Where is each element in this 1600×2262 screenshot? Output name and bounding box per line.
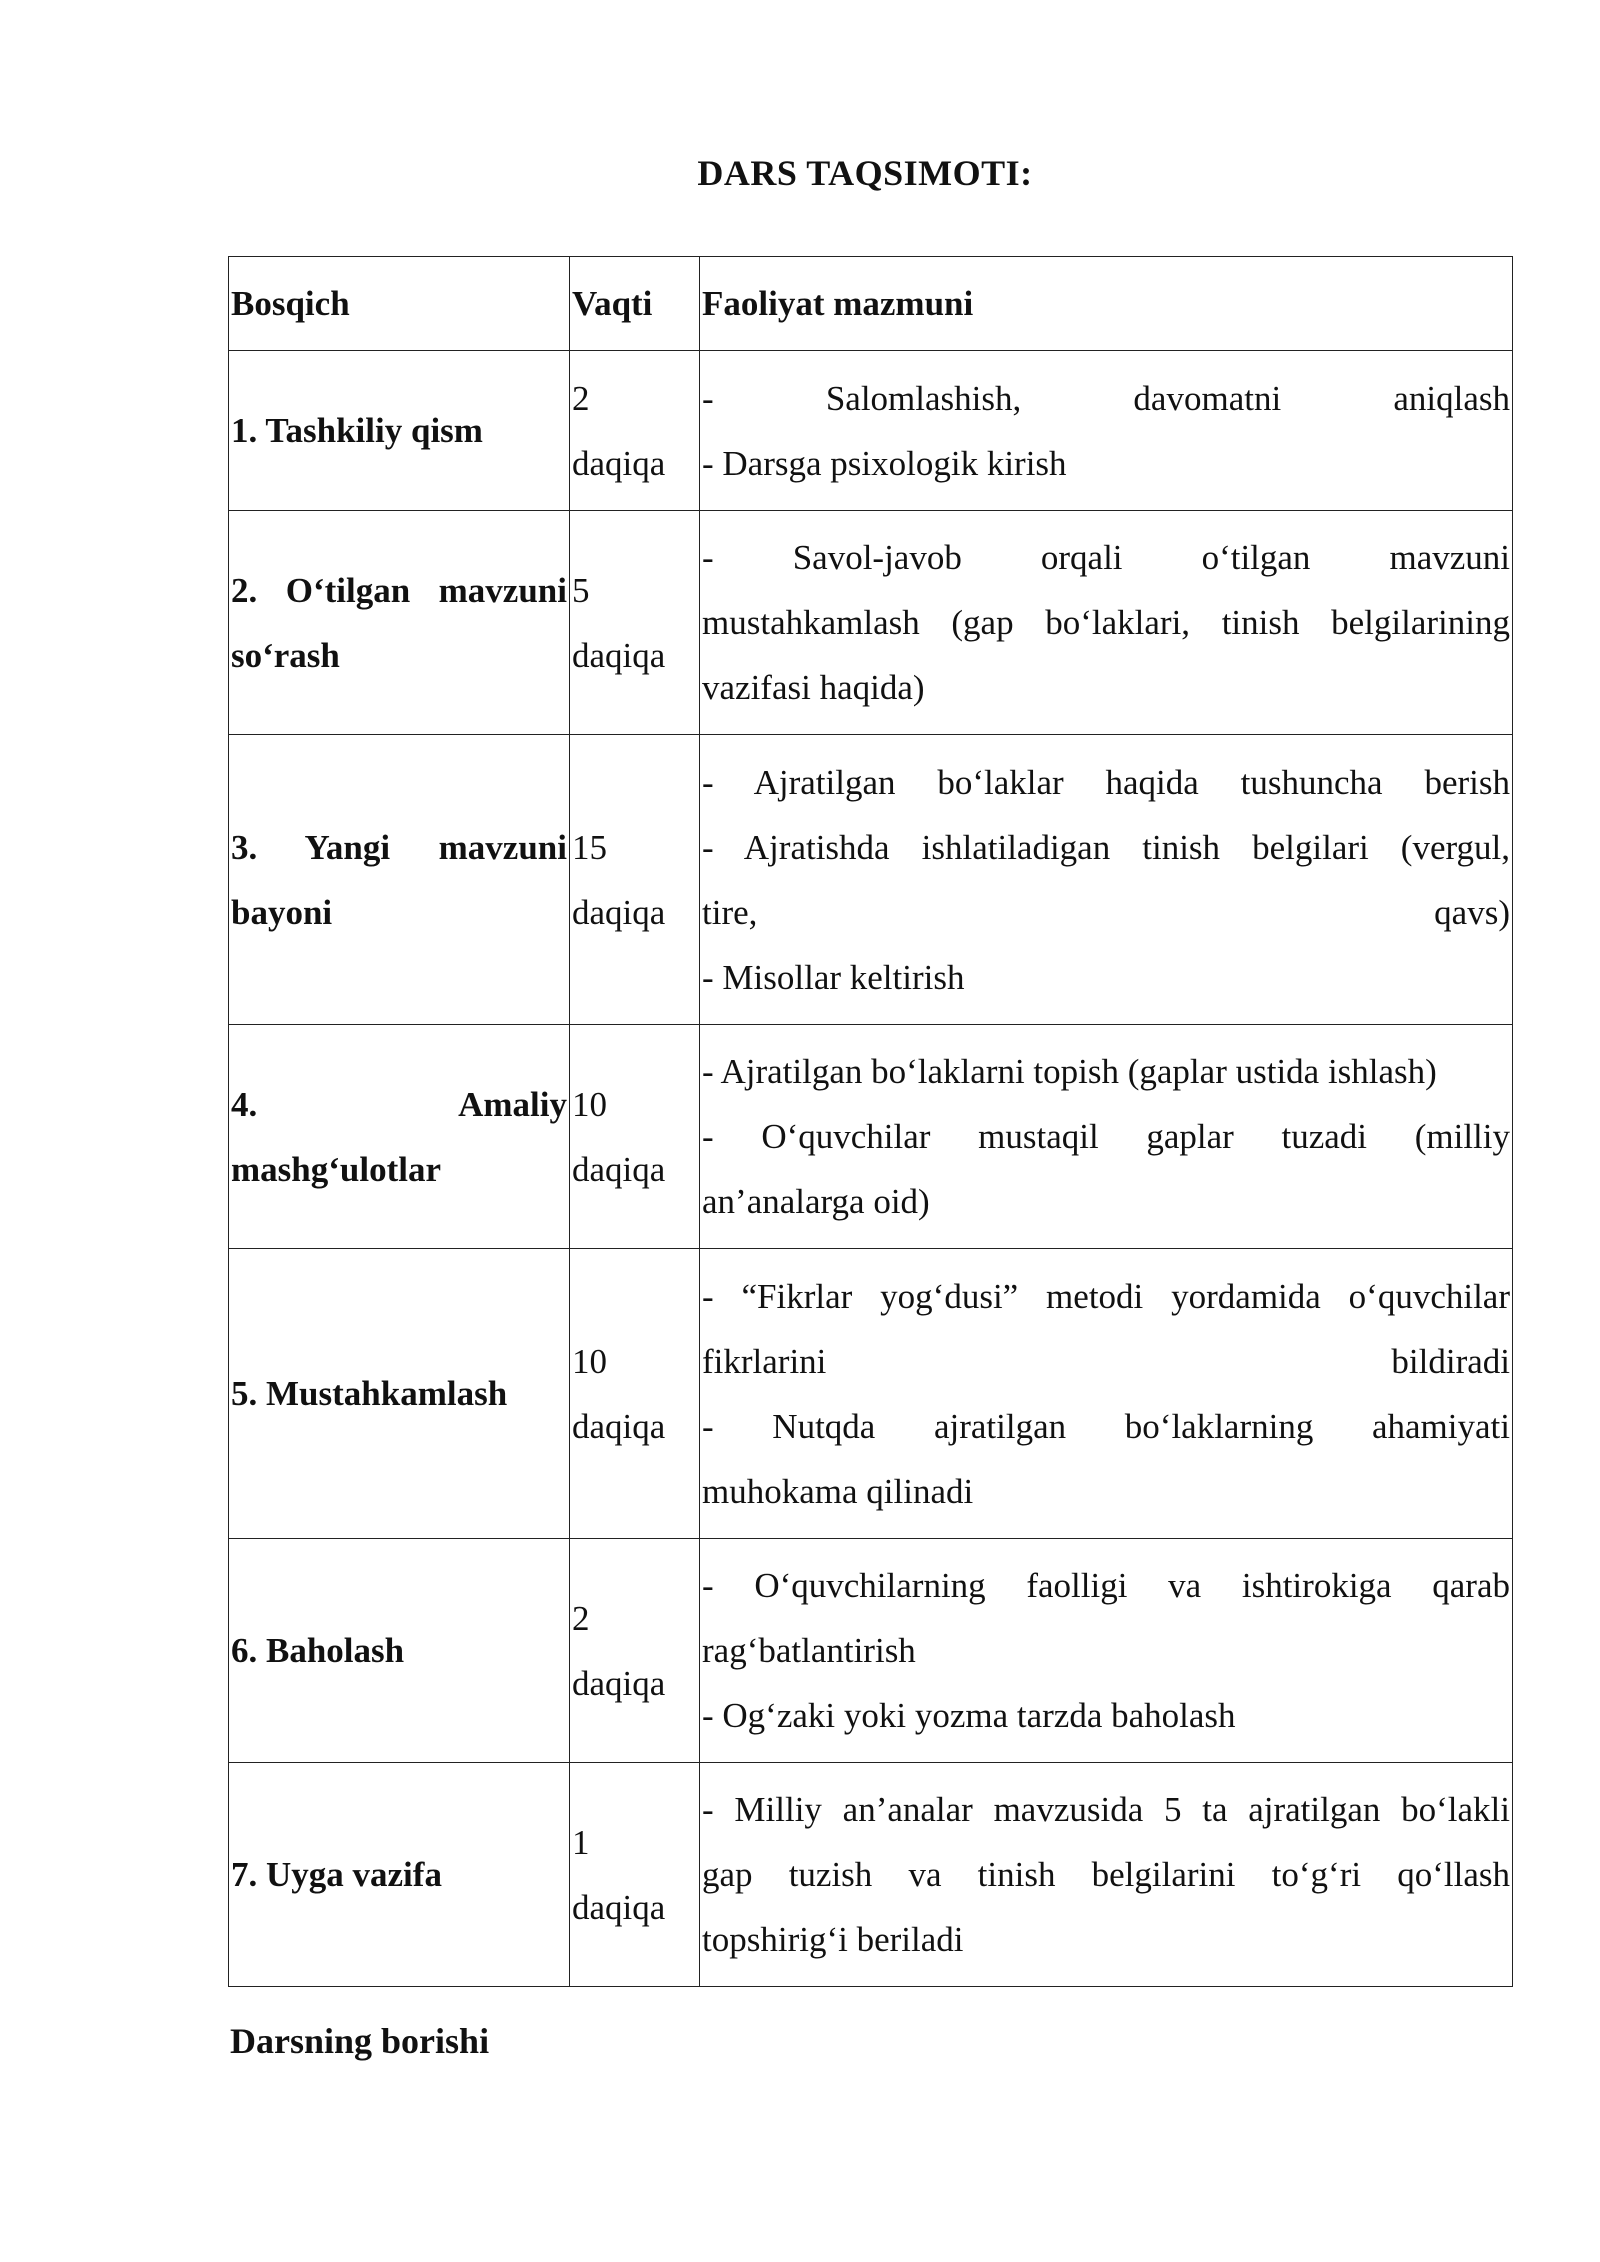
stage-cell — [229, 735, 570, 1025]
header-activity: Faoliyat mazmuni — [700, 257, 1513, 351]
header-stage: Bosqich — [229, 257, 570, 351]
activity-line: fikrlarini bildiradi — [702, 1341, 1510, 1381]
activity-line: - Ajratishda ishlatiladigan tinish belgilari (vergul, — [702, 827, 1510, 867]
stage-text-cont: mashg‘ulotlar — [231, 1149, 441, 1189]
time-unit: daqiqa — [572, 443, 666, 483]
time-value: 5 — [572, 570, 590, 610]
time-cell — [570, 511, 700, 735]
lesson-plan-table — [228, 256, 1513, 1987]
table-row — [229, 351, 1513, 511]
time-unit: daqiqa — [572, 1406, 666, 1446]
stage-cell — [229, 1539, 570, 1763]
table-row — [229, 735, 1513, 1025]
activity-line: - Savol-javob orqali o‘tilgan mavzuni — [702, 538, 1510, 577]
activity-line: - O‘quvchilar mustaqil gaplar tuzadi (milliy — [702, 1117, 1510, 1156]
activity-line: - Misollar keltirish — [702, 957, 965, 997]
activity-line: an’analarga oid) — [702, 1182, 930, 1221]
stage-text: 4. Amaliy — [231, 1084, 567, 1124]
time-value: 2 — [572, 378, 590, 418]
activity-line: rag‘batlantirish — [702, 1631, 916, 1670]
time-cell — [570, 1025, 700, 1249]
time-value: 1 — [572, 1822, 590, 1862]
time-value: 2 — [572, 1598, 590, 1638]
stage-cell — [229, 1249, 570, 1539]
activity-line: - Milliy an’analar mavzusida 5 ta ajratilgan bo‘lakli — [702, 1790, 1510, 1829]
activity-line: - Darsga psixologik kirish — [702, 443, 1067, 483]
activity-line: mustahkamlash (gap bo‘laklari, tinish belgilarining — [702, 603, 1510, 642]
time-unit: daqiqa — [572, 635, 666, 675]
activity-line: topshirig‘i beriladi — [702, 1920, 964, 1959]
stage-cell — [229, 351, 570, 511]
time-value: 10 — [572, 1341, 607, 1381]
activity-line: - Nutqda ajratilgan bo‘laklarning ahamiyati — [702, 1406, 1510, 1446]
stage-cell — [229, 511, 570, 735]
page-title: DARS TAQSIMOTI: — [697, 153, 1033, 193]
stage-text-cont: so‘rash — [231, 635, 340, 675]
time-cell — [570, 351, 700, 511]
time-cell — [570, 1763, 700, 1987]
stage-text: 3. Yangi mavzuni — [231, 827, 567, 867]
header-time: Vaqti — [570, 257, 700, 351]
stage-text: 2. O‘tilgan mavzuni — [231, 570, 567, 610]
time-unit: daqiqa — [572, 1663, 666, 1703]
activity-line: - Og‘zaki yoki yozma tarzda baholash — [702, 1696, 1236, 1735]
stage-text: 1. Tashkiliy qism — [231, 411, 483, 450]
time-cell — [570, 1249, 700, 1539]
activity-cell — [700, 1539, 1513, 1763]
stage-text: 5. Mustahkamlash — [231, 1374, 508, 1413]
activity-cell — [700, 351, 1513, 511]
activity-cell — [700, 735, 1513, 1025]
activity-line: vazifasi haqida) — [702, 668, 925, 707]
activity-line: - Ajratilgan bo‘laklarni topish (gaplar ustida ishlash) — [702, 1052, 1437, 1091]
activity-cell — [700, 1763, 1513, 1987]
activity-line: - Ajratilgan bo‘laklar haqida tushuncha berish — [702, 762, 1510, 802]
section-heading: Darsning borishi — [230, 2021, 490, 2061]
time-value: 10 — [572, 1084, 607, 1124]
time-unit: daqiqa — [572, 1149, 666, 1189]
activity-line: - Salomlashish, davomatni aniqlash — [702, 378, 1510, 418]
stage-cell — [229, 1763, 570, 1987]
time-cell — [570, 735, 700, 1025]
activity-cell — [700, 511, 1513, 735]
table-row — [229, 1249, 1513, 1539]
activity-line: muhokama qilinadi — [702, 1471, 974, 1511]
stage-text: 7. Uyga vazifa — [231, 1855, 442, 1894]
activity-cell — [700, 1025, 1513, 1249]
stage-text: 6. Baholash — [231, 1631, 405, 1670]
activity-cell — [700, 1249, 1513, 1539]
time-cell — [570, 1539, 700, 1763]
activity-line: - O‘quvchilarning faolligi va ishtirokiga qarab — [702, 1566, 1510, 1605]
activity-line: gap tuzish va tinish belgilarini to‘g‘ri qo‘llash — [702, 1855, 1510, 1894]
time-unit: daqiqa — [572, 1887, 666, 1927]
time-value: 15 — [572, 827, 607, 867]
time-unit: daqiqa — [572, 892, 666, 932]
activity-line: tire, qavs) — [702, 892, 1510, 932]
table-row — [229, 1025, 1513, 1249]
table-row — [229, 1763, 1513, 1987]
table-header-row — [229, 257, 1513, 351]
table-row — [229, 1539, 1513, 1763]
stage-text-cont: bayoni — [231, 892, 333, 932]
table-row — [229, 511, 1513, 735]
activity-line: - “Fikrlar yog‘dusi” metodi yordamida o‘quvchilar — [702, 1276, 1510, 1316]
stage-cell — [229, 1025, 570, 1249]
